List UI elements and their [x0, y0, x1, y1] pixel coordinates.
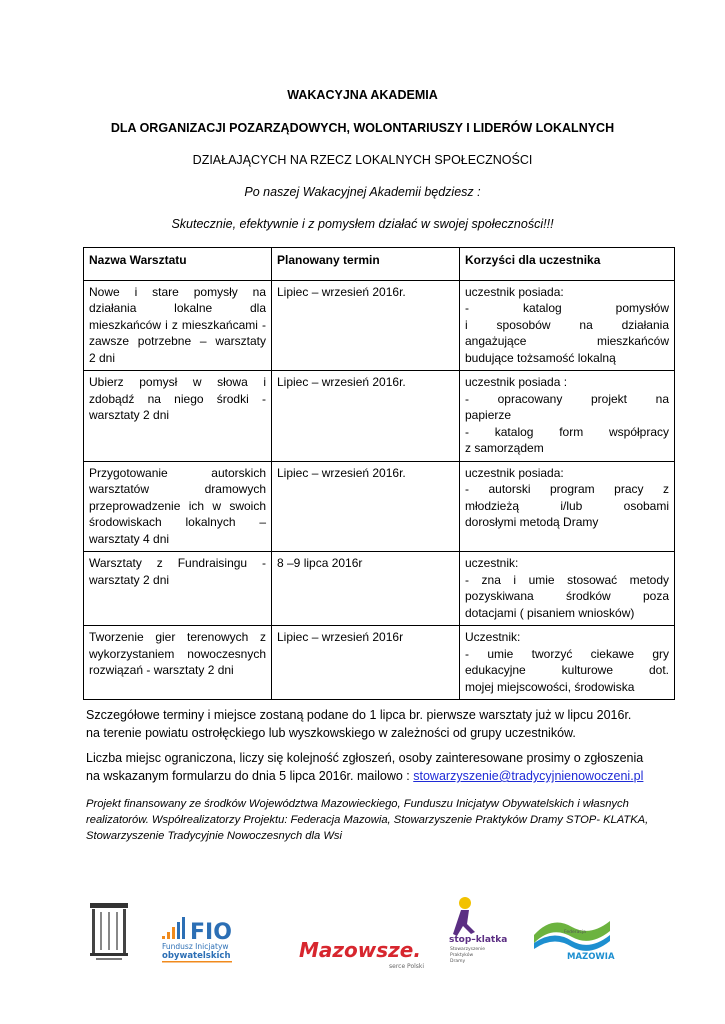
cell-line: - opracowany projekt na — [465, 391, 669, 406]
mazowia-emblem — [530, 913, 615, 963]
stop-klatka-logo — [447, 894, 509, 966]
workshop-name-cell — [84, 371, 272, 462]
cell-line: warsztaty 2 dni — [89, 572, 170, 587]
cell-line: warsztatów dramowych — [89, 482, 266, 496]
email-link[interactable]: stowarzyszenie@tradycyjnienowoczeni.pl — [413, 769, 644, 783]
cell-line: zdobądź na niego środki - — [89, 391, 266, 406]
header-planned-term: Planowany termin — [272, 248, 460, 281]
cell-line: przeprowadzenie ich w swoich — [89, 498, 266, 513]
mazowsze-emblem — [297, 935, 432, 971]
tagline-1: Po naszej Wakacyjnej Akademii będziesz : — [244, 185, 481, 199]
info-line: Szczegółowe terminy i miejsce zostaną podane do 1 lipca br. pierwsze warsztaty już w lipcu 2016r. — [86, 708, 632, 722]
doc-title: WAKACYJNA AKADEMIA — [287, 88, 438, 102]
stop-klatka-emblem — [447, 894, 509, 966]
term-cell: Lipiec – wrzesień 2016r. — [272, 461, 460, 552]
cell-line: dorosłymi metodą Dramy — [465, 515, 599, 529]
cell-line: uczestnik posiada: — [465, 465, 564, 480]
info-line: na terenie powiatu ostrołęckiego lub wyszkowskiego w zależności od grupy uczestników. — [86, 726, 576, 740]
cell-spacer — [89, 424, 266, 441]
cell-line: pozyskiwana środków poza — [465, 589, 669, 603]
workshop-name-cell — [84, 552, 272, 626]
cell-line: - katalog form współpracy — [465, 424, 669, 439]
benefit-cell — [460, 280, 675, 371]
header-workshop-name: Nazwa Warsztatu — [84, 248, 272, 281]
funding-note — [86, 796, 656, 844]
mazowsze-text: Mazowsze. — [299, 938, 421, 962]
tradycyjnie-nowoczesni-logo — [84, 900, 134, 962]
cell-line: Nowe i stare pomysły na — [89, 284, 266, 299]
cell-line: Przygotowanie autorskich — [89, 465, 266, 480]
benefit-cell — [460, 461, 675, 552]
cell-line: - katalog pomysłów — [465, 301, 669, 315]
info-line — [86, 767, 646, 785]
benefit-cell — [460, 552, 675, 626]
mazowia-text: MAZOWIA — [567, 952, 615, 962]
cell-line: edukacyjne kulturowe dot. — [465, 663, 669, 677]
table-row — [84, 461, 675, 552]
cell-line: 2 dni — [89, 350, 116, 365]
term-cell: Lipiec – wrzesień 2016r — [272, 626, 460, 700]
cell-line: budujące tożsamość lokalną — [465, 350, 616, 365]
cell-line: warsztaty 4 dni — [89, 531, 170, 546]
cell-line: wykorzystaniem nowoczesnych — [89, 646, 266, 661]
fio-mark-text: FIO — [190, 920, 232, 945]
cell-line: dotacjami ( pisaniem wniosków) — [465, 605, 635, 620]
table-row — [84, 552, 675, 626]
funding-line: Stowarzyszenie Tradycyjnie Nowoczesnych dla Wsi — [86, 830, 342, 842]
fio-emblem — [160, 912, 242, 964]
cell-line: - umie tworzyć ciekawe gry — [465, 646, 669, 661]
workshop-name-cell — [84, 626, 272, 700]
workshops-table — [83, 247, 675, 700]
term-cell: 8 –9 lipca 2016r — [272, 552, 460, 626]
mazowia-sub-text: Federacja — [564, 930, 586, 935]
stop-sub-text-1: Stowarzyszenie — [450, 947, 486, 952]
stop-sub-text-3: Dramy — [450, 959, 466, 964]
cell-line: warsztaty 2 dni — [89, 408, 170, 422]
cell-line: angażujące mieszkańców — [465, 334, 669, 348]
cell-line: i sposobów na działania — [465, 317, 669, 332]
fio-sub-text-1: Fundusz Inicjatyw — [162, 942, 229, 951]
cell-line: rozwiązań - warsztaty 2 dni — [89, 663, 234, 677]
info-paragraph-2 — [86, 749, 646, 785]
fio-sub-text-2: obywatelskich — [162, 951, 231, 961]
benefit-cell — [460, 371, 675, 462]
cell-line: działania lokalne dla — [89, 301, 266, 315]
tradycyjnie-nowoczesni-emblem — [84, 900, 134, 962]
table-header-row — [84, 248, 675, 281]
cell-line: papierze — [465, 408, 512, 422]
benefit-cell — [460, 626, 675, 700]
cell-line: - zna i umie stosować metody — [465, 572, 669, 587]
cell-line: uczestnik posiada: — [465, 284, 564, 299]
mazowsze-logo — [297, 935, 432, 971]
funding-line: realizatorów. Współrealizatorzy Projektu: Federacja Mazowia, Stowarzyszenie Praktyków Dramy STOP- KLATKA, — [86, 814, 649, 826]
term-cell: Lipiec – wrzesień 2016r. — [272, 280, 460, 371]
term-cell: Lipiec – wrzesień 2016r. — [272, 371, 460, 462]
cell-line: Tworzenie gier terenowych z — [89, 630, 266, 644]
workshop-name-cell — [84, 280, 272, 371]
doc-subtitle-2: DZIAŁAJĄCYCH NA RZECZ LOKALNYCH SPOŁECZNOŚCI — [192, 153, 533, 167]
table-row — [84, 280, 675, 371]
cell-line: uczestnik posiada : — [465, 375, 568, 389]
cell-line: mieszkańców i z mieszkańcami - — [89, 317, 266, 332]
cell-line: zawsze potrzebne – warsztaty — [89, 334, 266, 348]
table-row — [84, 626, 675, 700]
workshop-name-cell — [84, 461, 272, 552]
mazowia-logo — [530, 913, 615, 963]
cell-line: z samorządem — [465, 441, 544, 455]
cell-line: Warsztaty z Fundraisingu - — [89, 556, 266, 570]
tagline-2: Skutecznie, efektywnie i z pomysłem działać w swojej społeczności!!! — [171, 217, 554, 231]
info-paragraph-1 — [86, 706, 646, 742]
info-line: Liczba miejsc ograniczona, liczy się kolejność zgłoszeń, osoby zainteresowane prosimy o zgłoszenia — [86, 751, 644, 765]
cell-line: - autorski program pracy z — [465, 482, 669, 496]
table-row — [84, 371, 675, 462]
cell-line: środowiskach lokalnych – — [89, 515, 266, 529]
info-line-prefix: na wskazanym formularzu do dnia 5 lipca 2016r. mailowo : — [86, 769, 414, 783]
cell-line: uczestnik: — [465, 556, 519, 570]
cell-line: Uczestnik: — [465, 630, 521, 644]
header-benefits: Korzyści dla uczestnika — [460, 248, 675, 281]
funding-line: Projekt finansowany ze środków Województwa Mazowieckiego, Funduszu Inicjatyw Obywatelskich i własnych — [86, 798, 629, 810]
stop-sub-text-2: Praktyków — [450, 953, 474, 958]
cell-line: Ubierz pomysł w słowa i — [89, 375, 266, 389]
mazowsze-sub-text: serce Polski — [389, 963, 425, 970]
stop-klatka-text: stop–klatka — [449, 935, 508, 945]
fio-logo — [160, 912, 242, 964]
cell-line: mojej miejscowości, środowiska — [465, 679, 635, 694]
doc-subtitle: DLA ORGANIZACJI POZARZĄDOWYCH, WOLONTARIUSZY I LIDERÓW LOKALNYCH — [110, 121, 615, 135]
cell-line: młodzieżą i/lub osobami — [465, 498, 669, 513]
